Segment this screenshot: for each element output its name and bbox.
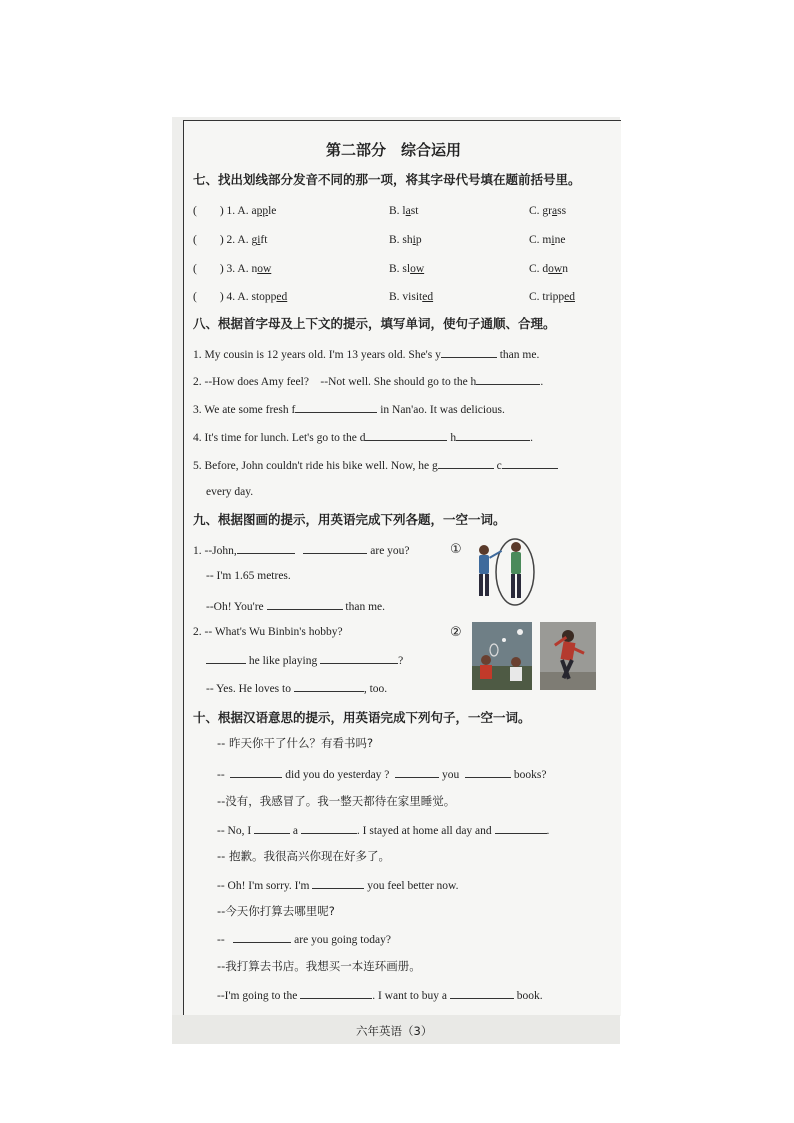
badminton-picture (472, 622, 532, 690)
answer-blank[interactable] (206, 652, 246, 664)
s7-q2-option-c: C. mine (529, 234, 566, 246)
s10-line3-chinese: --没有，我感冒了。我一整天都待在家里睡觉。 (217, 794, 456, 808)
s7-q3-option-a: ( ) 3. A. now (193, 263, 272, 275)
running-boy-picture (540, 622, 596, 690)
s8-q5-continued: every day. (206, 486, 254, 498)
section-7-heading: 七、找出划线部分发音不同的那一项，将其字母代号填在题前括号里。 (193, 172, 581, 187)
answer-blank[interactable] (230, 766, 282, 778)
section-9-heading: 九、根据图画的提示，用英语完成下列各题，一空一词。 (193, 512, 506, 527)
s7-q4-option-b: B. visited (389, 291, 434, 303)
answer-blank[interactable] (237, 542, 295, 554)
s7-q3-option-c: C. down (529, 263, 568, 275)
answer-blank[interactable] (495, 822, 547, 834)
s7-q1-option-c: C. grass (529, 205, 567, 217)
s7-q2-option-b: B. ship (389, 234, 422, 246)
s10-line8: -- are you going today? (217, 931, 391, 947)
page-footer: 六年英语（3） (356, 1024, 433, 1038)
s8-q2: 2. --How does Amy feel? --Not well. She should go to the h . (193, 373, 543, 389)
answer-blank[interactable] (267, 598, 343, 610)
answer-blank[interactable] (301, 822, 357, 834)
answer-blank[interactable] (303, 542, 367, 554)
s10-line5-chinese: -- 抱歉。我很高兴你现在好多了。 (217, 849, 390, 863)
s9-q1-line2: -- I'm 1.65 metres. (206, 570, 291, 582)
answer-blank[interactable] (254, 822, 290, 834)
s7-q1-option-a: ( ) 1. A. apple (193, 205, 277, 217)
s7-q1-option-b: B. last (389, 205, 419, 217)
s9-q2-line2: he like playing ? (206, 652, 403, 668)
s7-q2-option-a: ( ) 2. A. gift (193, 234, 268, 246)
s10-line4: -- No, I a . I stayed at home all day and . (217, 822, 549, 838)
answer-blank[interactable] (441, 346, 497, 358)
section-10-heading: 十、根据汉语意思的提示，用英语完成下列句子，一空一词。 (193, 710, 531, 725)
s8-q3: 3. We ate some fresh f in Nan'ao. It was delicious. (193, 401, 505, 417)
s7-q4-option-a: ( ) 4. A. stopped (193, 291, 288, 303)
page-title: 第二部分 综合运用 (326, 141, 462, 159)
answer-blank[interactable] (502, 457, 558, 469)
s8-q5: 5. Before, John couldn't ride his bike well. Now, he g c (193, 457, 558, 473)
s10-line2: -- did you do yesterday ? you books? (217, 766, 547, 782)
answer-blank[interactable] (476, 373, 540, 385)
picture-number-2: ② (450, 625, 462, 640)
answer-blank[interactable] (320, 652, 398, 664)
s9-q2-line1: 2. -- What's Wu Binbin's hobby? (193, 626, 343, 638)
s10-line10: --I'm going to the . I want to buy a book. (217, 987, 543, 1003)
answer-blank[interactable] (456, 429, 530, 441)
s9-q2-line3: -- Yes. He loves to , too. (206, 680, 387, 696)
height-comparison-picture (470, 538, 542, 606)
s10-line9-chinese: --我打算去书店。我想买一本连环画册。 (217, 959, 421, 973)
answer-blank[interactable] (365, 429, 447, 441)
answer-blank[interactable] (294, 680, 364, 692)
s8-q1: 1. My cousin is 12 years old. I'm 13 years old. She's y than me. (193, 346, 539, 362)
s9-q1-line3: --Oh! You're than me. (206, 598, 385, 614)
picture-number-1: ① (450, 542, 462, 557)
answer-blank[interactable] (395, 766, 439, 778)
answer-blank[interactable] (438, 457, 494, 469)
s10-line6: -- Oh! I'm sorry. I'm you feel better now. (217, 877, 458, 893)
answer-blank[interactable] (312, 877, 364, 889)
section-8-heading: 八、根据首字母及上下文的提示，填写单词，使句子通顺、合理。 (193, 316, 556, 331)
answer-blank[interactable] (295, 401, 377, 413)
s8-q4: 4. It's time for lunch. Let's go to the d h . (193, 429, 533, 445)
s10-line7-chinese: --今天你打算去哪里呢? (217, 904, 335, 918)
answer-blank[interactable] (300, 987, 372, 999)
s7-q4-option-c: C. tripped (529, 291, 575, 303)
s7-q3-option-b: B. slow (389, 263, 425, 275)
answer-blank[interactable] (233, 931, 291, 943)
answer-blank[interactable] (465, 766, 511, 778)
s9-q1-line1: 1. --John, are you? (193, 542, 410, 558)
answer-blank[interactable] (450, 987, 514, 999)
s10-line1-chinese: -- 昨天你干了什么？有看书吗? (217, 736, 374, 750)
